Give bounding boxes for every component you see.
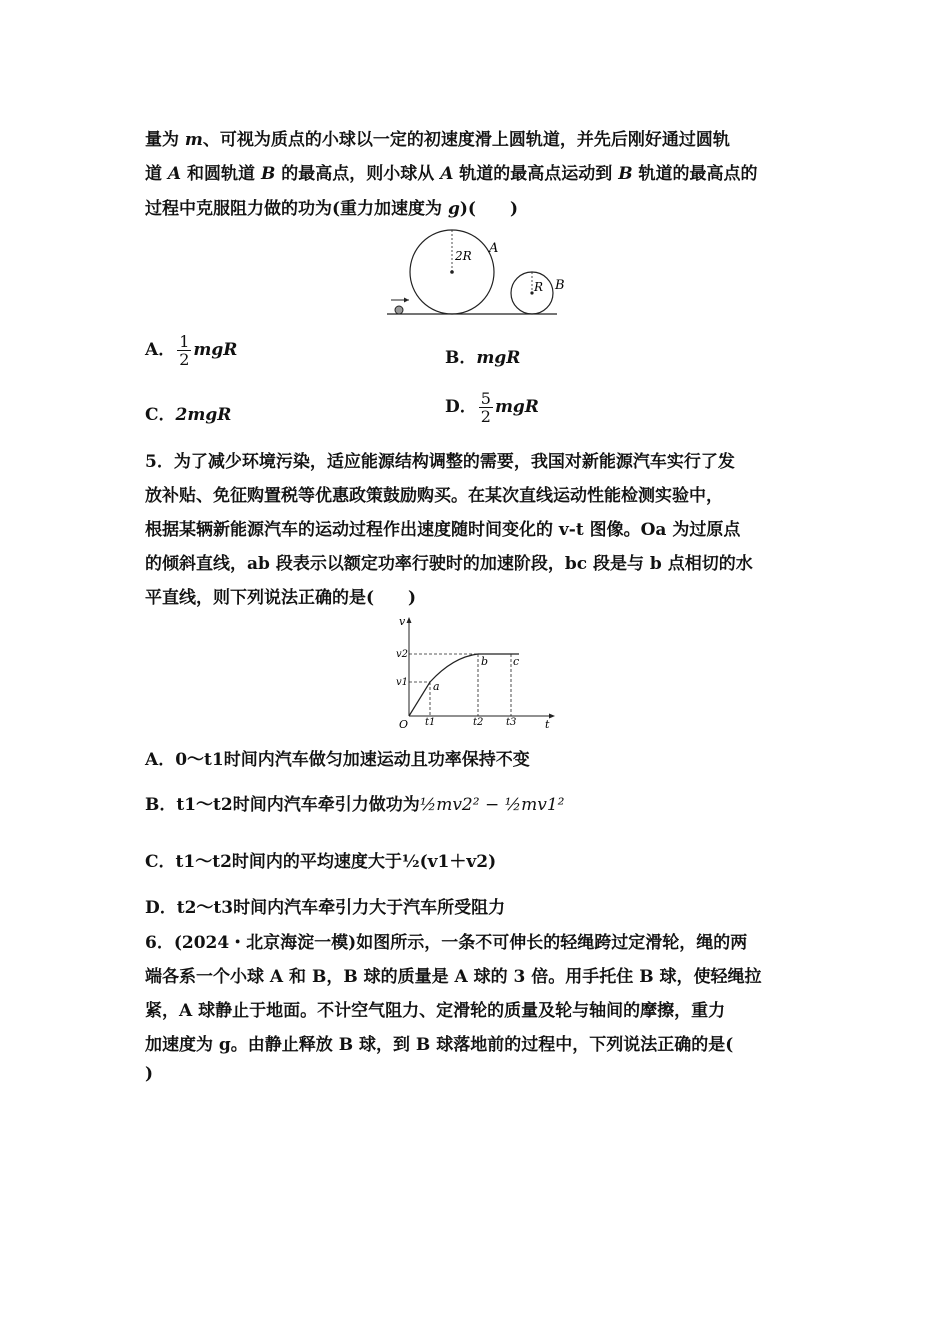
v-axis-label: v [399,615,406,628]
q4-option-a: A． $\frac{1}{2}$ mgR [145,332,238,369]
q5-option-b: B．t1～t2时间内汽车牵引力做功为½mv2² − ½mv1² [145,795,565,815]
q4-option-c: C．2mgR [145,405,232,425]
q6-line-2: 端各系一个小球 A 和 B，B 球的质量是 A 球的 3 倍。用手托住 B 球，使轻绳拉 [145,967,762,987]
q5-line-3: 根据某辆新能源汽车的运动过程作出速度随时间变化的 v-t 图像。Oa 为过原点 [145,520,741,540]
q6-line-5: ) [145,1064,154,1084]
fraction-one-half: $\frac{1}{2}$ [179,332,190,369]
vt-graph [393,612,563,734]
track-b-label: B [555,278,565,293]
velocity-arrowhead [404,298,409,303]
track-a-radius-label: 2R [455,249,472,263]
v2-label: v2 [396,649,409,660]
v-axis-arrow [407,617,412,623]
t2-label: t2 [473,717,484,728]
q6-line-3: 紧，A 球静止于地面。不计空气阻力、定滑轮的质量及轮与轴间的摩擦，重力 [145,1001,726,1021]
track-a-center [450,270,454,274]
circular-tracks-figure [385,228,575,327]
q5-option-c: C．t1～t2时间内的平均速度大于½(v1＋v2) [145,852,497,872]
q4-line-3: 过程中克服阻力做的功为(重力加速度为 g)( ) [145,199,518,219]
segment-oa [409,682,430,716]
t-axis-label: t [545,718,550,730]
t3-label: t3 [506,717,517,728]
point-a-label: a [433,680,440,693]
origin-label: O [399,718,409,730]
track-a-label: A [489,241,499,256]
q5-line-2: 放补贴、免征购置税等优惠政策鼓励购买。在某次直线运动性能检测实验中， [145,486,723,506]
point-c-label: c [513,655,520,668]
q5-line-5: 平直线，则下列说法正确的是( ) [145,588,417,608]
q6-line-4: 加速度为 g。由静止释放 B 球，到 B 球落地前的过程中，下列说法正确的是( [145,1035,734,1055]
q5-option-d: D．t2～t3时间内汽车牵引力大于汽车所受阻力 [145,898,506,918]
q5-option-a: A．0～t1时间内汽车做匀加速运动且功率保持不变 [145,750,530,770]
q5-line-1: 5．为了减少环境污染，适应能源结构调整的需要，我国对新能源汽车实行了发 [145,452,735,472]
segment-ab [430,654,478,682]
v1-label: v1 [396,677,409,688]
q6-line-1: 6．(2024・北京海淀一模)如图所示，一条不可伸长的轻绳跨过定滑轮，绳的两 [145,933,748,953]
q4-option-b: B．mgR [445,348,521,368]
fraction-five-halves: $\frac{5}{2}$ [480,389,491,426]
track-b-radius-label: R [534,280,544,294]
ball [395,306,403,314]
q4-line-2: 道 A 和圆轨道 B 的最高点，则小球从 A 轨道的最高点运动到 B 轨道的最高点的 [145,164,758,184]
q4-option-d: D． $\frac{5}{2}$ mgR [445,389,539,426]
point-b-label: b [481,655,489,668]
t-axis-arrow [549,714,555,719]
t1-label: t1 [425,717,436,728]
q4-line-1: 量为 m、可视为质点的小球以一定的初速度滑上圆轨道，并先后刚好通过圆轨 [145,130,730,150]
q5-line-4: 的倾斜直线，ab 段表示以额定功率行驶时的加速阶段，bc 段是与 b 点相切的水 [145,554,753,574]
